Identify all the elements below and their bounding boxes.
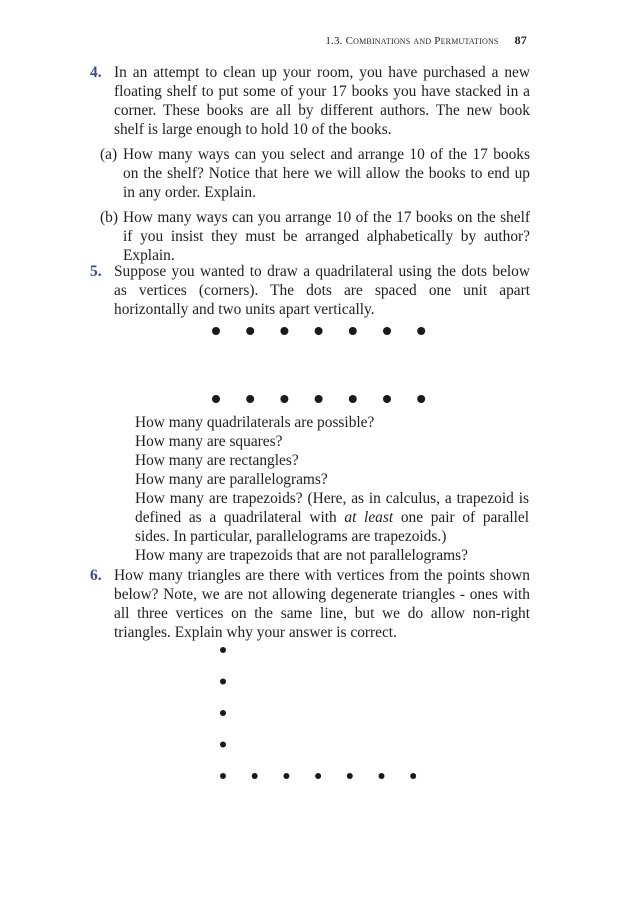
problem-number: 5. — [90, 263, 102, 280]
grid-dot — [417, 395, 425, 403]
horizontal-point — [347, 773, 353, 779]
subproblem-text: How many ways can you select and arrange 10 of the 17 books on the shelf? Notice that here we will allow the books to end up in any order. Explain. — [123, 146, 530, 201]
question: How many are squares? — [135, 433, 283, 450]
grid-dot — [246, 327, 254, 335]
problem-text: Suppose you wanted to draw a quadrilateral using the dots below as vertices (corners). The dots are spaced one unit apart horizontally and two units apart vertically. — [114, 263, 530, 318]
grid-dot — [280, 327, 288, 335]
vertical-point — [220, 710, 226, 716]
horizontal-point — [410, 773, 416, 779]
grid-dot — [383, 395, 391, 403]
grid-dot — [349, 327, 357, 335]
grid-dot — [315, 327, 323, 335]
problem-number: 4. — [90, 64, 102, 81]
subproblem-text: How many ways can you arrange 10 of the 17 books on the shelf if you insist they must be arranged alphabetically by author? Explain. — [123, 209, 530, 264]
page-number: 87 — [514, 33, 527, 47]
grid-dot — [349, 395, 357, 403]
grid-dot — [417, 327, 425, 335]
horizontal-point — [283, 773, 289, 779]
problem-text: How many triangles are there with vertices from the points shown below? Note, we are not allowing degenerate triangles - ones with all three vertices on the same line, but we do allow non-right triangles. Explain why your answer is correct. — [114, 567, 530, 641]
subproblem-label: (a) — [100, 146, 118, 163]
vertical-point — [220, 647, 226, 653]
section-title: 1.3. Combinations and Permutations — [325, 35, 499, 47]
grid-dot — [383, 327, 391, 335]
question-trapezoids: How many are trapezoids? (Here, as in calculus, a trapezoid is defined as a quadrilateral with at least one pair of parallel sides. In particular, parallelograms are trapezoids.) — [135, 490, 529, 545]
question: How many quadrilaterals are possible? — [135, 414, 375, 431]
horizontal-point — [315, 773, 321, 779]
question: How many are trapezoids that are not parallelograms? — [135, 547, 468, 564]
vertical-point — [220, 742, 226, 748]
horizontal-point — [252, 773, 258, 779]
grid-dot — [315, 395, 323, 403]
emphasis: at least — [344, 509, 394, 526]
problem-text: In an attempt to clean up your room, you have purchased a new floating shelf to put some of your 17 books you have stacked in a corner. These books are all by different authors. The new book shelf is large enough to hold 10 of the books. — [114, 64, 530, 138]
problem-number: 6. — [90, 567, 102, 584]
grid-dot — [280, 395, 288, 403]
grid-dot — [212, 327, 220, 335]
subproblem-label: (b) — [100, 209, 118, 226]
question: How many are parallelograms? — [135, 471, 328, 488]
horizontal-point — [379, 773, 385, 779]
grid-dot — [246, 395, 254, 403]
question: How many are rectangles? — [135, 452, 299, 469]
vertical-point — [220, 679, 226, 685]
horizontal-point — [220, 773, 226, 779]
grid-dot — [212, 395, 220, 403]
